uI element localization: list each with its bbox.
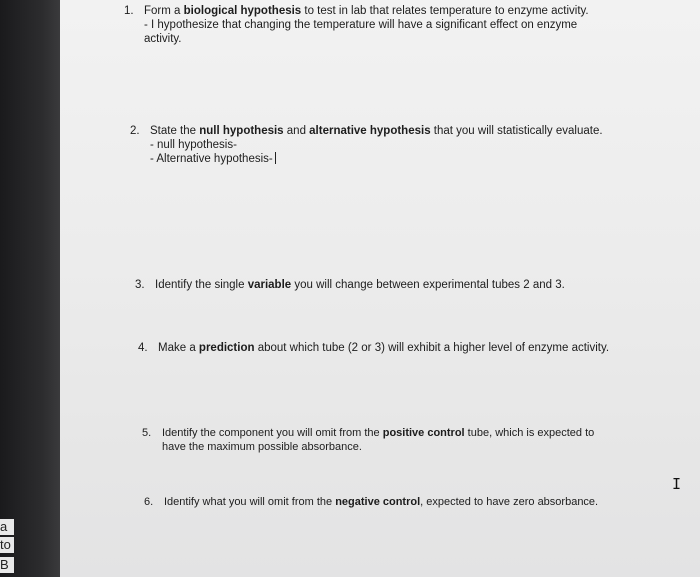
answer-line[interactable]: - I hypothesize that changing the temperature will have a significant effect on enzyme (144, 19, 578, 31)
text-cursor (275, 152, 276, 164)
question-text: Identify what you will omit from the negative control, expected to have zero absorbance. (164, 496, 599, 508)
edge-fragment: B (0, 557, 14, 573)
question-5 (142, 426, 622, 454)
edge-fragment: to (0, 537, 14, 553)
question-3 (135, 278, 615, 292)
screen-left-edge (0, 0, 60, 577)
edge-fragment: a (0, 519, 14, 535)
question-4 (138, 341, 618, 355)
question-2 (130, 124, 610, 166)
alternative-hypothesis-line[interactable]: - Alternative hypothesis- (130, 152, 610, 166)
question-text: Form a biological hypothesis to test in lab that relates temperature to enzyme activity. (144, 5, 589, 17)
question-text-continued: have the maximum possible absorbance. (162, 441, 362, 453)
question-text: State the null hypothesis and alternative hypothesis that you will statistically evaluate. (150, 125, 603, 137)
question-number: 1. (124, 5, 134, 17)
answer-line[interactable]: activity. (144, 33, 182, 45)
question-text: Make a prediction about which tube (2 or 3) will exhibit a higher level of enzyme activity. (158, 342, 610, 354)
question-text: Identify the single variable you will change between experimental tubes 2 and 3. (155, 279, 565, 291)
question-number: 6. (144, 496, 154, 508)
question-6 (144, 495, 624, 509)
question-1 (124, 4, 604, 46)
question-number: 4. (138, 342, 148, 354)
i-beam-cursor-icon: I (672, 475, 682, 493)
question-number: 5. (142, 427, 152, 439)
question-text: Identify the component you will omit from the positive control tube, which is expected to (162, 427, 595, 439)
question-number: 2. (130, 125, 140, 137)
null-hypothesis-line[interactable]: - null hypothesis- (150, 139, 237, 151)
document-page (60, 0, 700, 577)
question-number: 3. (135, 279, 145, 291)
